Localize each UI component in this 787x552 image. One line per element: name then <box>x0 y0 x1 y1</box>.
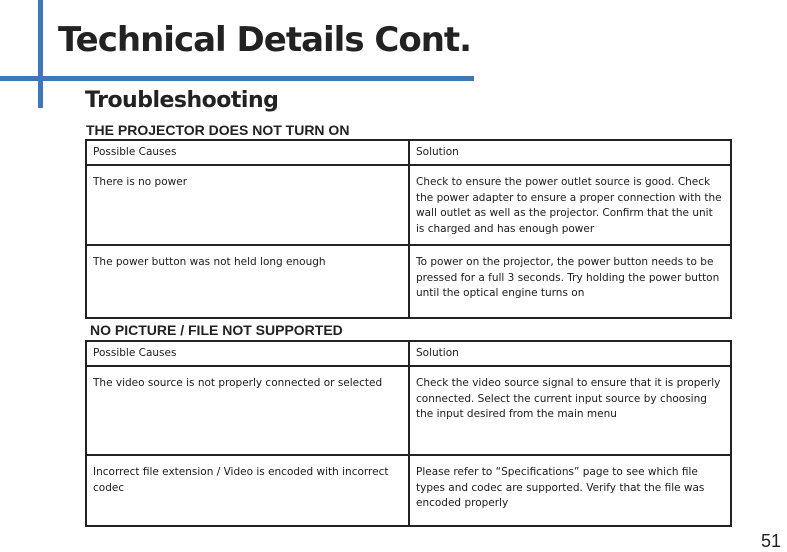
table-row <box>86 165 731 245</box>
column-header-solution: Solution <box>409 341 731 366</box>
cause-cell: Incorrect file extension / Video is encoded with incorrect codec <box>86 455 409 526</box>
table-row <box>86 455 731 526</box>
section-subtitle: Troubleshooting <box>85 88 279 113</box>
column-header-causes: Possible Causes <box>86 140 409 165</box>
troubleshooting-table-picture <box>85 340 732 527</box>
section-heading-no-power: THE PROJECTOR DOES NOT TURN ON <box>86 122 350 138</box>
solution-cell: Please refer to “Specifications” page to see which file types and codec are supported. Verify that the file was encoded properly <box>409 455 731 526</box>
table-row <box>86 245 731 318</box>
cause-cell: The power button was not held long enough <box>86 245 409 318</box>
accent-horizontal-bar <box>0 76 474 81</box>
page-number: 51 <box>760 531 781 551</box>
column-header-causes: Possible Causes <box>86 341 409 366</box>
cause-cell: There is no power <box>86 165 409 245</box>
troubleshooting-table-power <box>85 139 732 319</box>
column-header-solution: Solution <box>409 140 731 165</box>
solution-cell: Check the video source signal to ensure that it is properly connected. Select the current input source by choosing the input desired from the main menu <box>409 366 731 455</box>
table-row <box>86 366 731 455</box>
table-header-row <box>86 140 731 165</box>
page-title: Technical Details Cont. <box>58 20 472 60</box>
accent-vertical-bar <box>38 0 43 108</box>
table-header-row <box>86 341 731 366</box>
solution-cell: To power on the projector, the power button needs to be pressed for a full 3 seconds. Try holding the power button until the optical engine turns on <box>409 245 731 318</box>
section-heading-no-picture: NO PICTURE / FILE NOT SUPPORTED <box>90 322 343 338</box>
cause-cell: The video source is not properly connected or selected <box>86 366 409 455</box>
solution-cell: Check to ensure the power outlet source is good. Check the power adapter to ensure a proper connection with the wall outlet as well as the projector. Confirm that the unit is charged and has enough power <box>409 165 731 245</box>
